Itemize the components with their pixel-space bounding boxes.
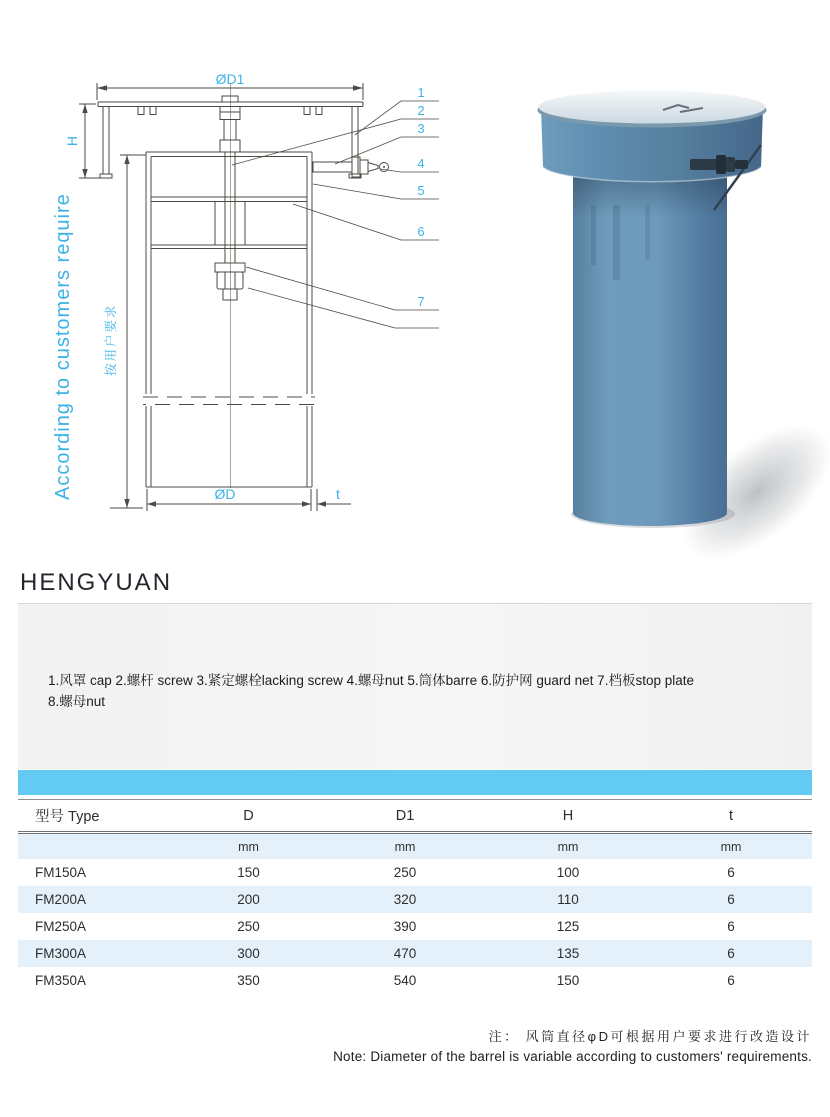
cell-type: FM200A (35, 892, 87, 907)
spec-table (18, 770, 812, 994)
vertical-note-zh: 按用户要求 (104, 303, 118, 376)
cell-type: FM250A (35, 919, 87, 934)
header-d: D (243, 807, 254, 824)
cell-d: 300 (237, 946, 260, 961)
cell-type: FM150A (35, 865, 87, 880)
cell-h: 100 (556, 865, 580, 880)
barrel-outline (143, 152, 315, 487)
legend-panel (18, 603, 812, 769)
dim-label-t: t (336, 486, 340, 502)
dim-label-d: ØD (214, 486, 236, 502)
table-header-row (18, 800, 812, 834)
table-row (18, 967, 812, 994)
note-english: Note: Diameter of the barrel is variable according to customers' requirements. (333, 1049, 812, 1064)
cell-type: FM300A (35, 946, 87, 961)
legend-line-2: 8.螺母nut (48, 694, 106, 709)
cell-t: 6 (727, 892, 735, 907)
dim-label-h: H (64, 135, 80, 147)
header-type: 型号 Type (35, 809, 100, 825)
units-row (18, 834, 812, 859)
vertical-note-en: According to customers require (52, 193, 74, 500)
cell-d: 250 (237, 919, 260, 934)
cell-t: 6 (727, 865, 735, 880)
cell-d1: 540 (393, 973, 417, 988)
cell-type: FM350A (35, 973, 87, 988)
parts-legend (48, 670, 778, 712)
header-h: H (562, 807, 574, 824)
dim-label-d1: ØD1 (215, 71, 245, 87)
cell-h: 150 (556, 973, 580, 988)
leader-lines (232, 101, 439, 328)
cell-d1: 250 (393, 865, 417, 880)
callout-7: 7 (417, 294, 425, 309)
table-row (18, 859, 812, 886)
note-chinese: 注： 风筒直径φD可根据用户要求进行改造设计 (488, 1029, 812, 1044)
table-row (18, 940, 812, 967)
guard-net (151, 197, 307, 249)
unit-cell: mm (238, 839, 259, 854)
callout-4: 4 (417, 156, 425, 171)
cell-d1: 390 (393, 919, 417, 934)
cap-lid (538, 91, 767, 128)
callout-5: 5 (417, 183, 425, 198)
cell-t: 6 (727, 946, 735, 961)
cell-d: 150 (237, 865, 260, 880)
brand-title: HENGYUAN (20, 569, 173, 596)
header-d1: D1 (395, 807, 415, 824)
table-accent-band (18, 770, 812, 795)
unit-cell: mm (557, 839, 579, 854)
center-screw (220, 96, 240, 263)
cell-d1: 320 (393, 892, 417, 907)
product-photo (495, 55, 825, 565)
cell-h: 125 (556, 919, 580, 934)
cell-d: 350 (237, 973, 260, 988)
cell-t: 6 (727, 973, 735, 988)
technical-drawing (52, 38, 455, 563)
callout-3: 3 (417, 121, 425, 136)
callout-1: 1 (417, 85, 425, 100)
nut-assembly (215, 263, 245, 300)
unit-cell: mm (720, 839, 742, 854)
callout-6: 6 (417, 224, 425, 239)
footnotes (333, 1026, 812, 1064)
legend-line-1: 1.风罩 cap 2.螺杆 screw 3.紧定螺栓lacking screw 4.螺母nut 5.筒体barre 6.防护网 guard net 7.档板stop plate (48, 673, 694, 688)
table-row (18, 913, 812, 940)
callout-2: 2 (417, 103, 425, 118)
cell-d1: 470 (393, 946, 417, 961)
header-t: t (728, 807, 734, 824)
unit-cell: mm (394, 839, 416, 854)
cell-h: 110 (557, 892, 579, 907)
barrel-body (573, 175, 727, 526)
cell-d: 200 (237, 892, 260, 907)
cell-t: 6 (727, 919, 735, 934)
table-row (18, 886, 812, 913)
cell-h: 135 (556, 946, 580, 961)
